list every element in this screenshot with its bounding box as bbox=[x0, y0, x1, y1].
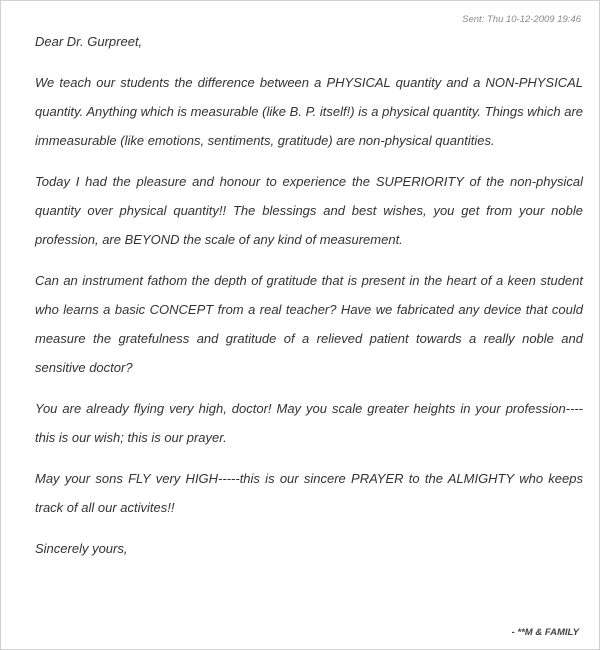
paragraph-gratitude-instrument: Can an instrument fathom the depth of gratitude that is present in the heart of a keen student who learns a basic CONCEPT from a real teacher? Have we fabricated any device that could measure the gratefulness and gratitude of a relieved patient towards a really noble and sensitive doctor? bbox=[35, 273, 583, 375]
paragraph-prayer: May your sons FLY very HIGH-----this is our sincere PRAYER to the ALMIGHTY who keeps track of all our activites!! bbox=[35, 471, 583, 515]
paragraph-physical-quantity: We teach our students the difference between a PHYSICAL quantity and a NON-PHYSICAL quantity. Anything which is measurable (like B. P. itself!) is a physical quantity. Things which are immeasurable (like emotions, sentiments, gratitude) are non-physical quantities. bbox=[35, 75, 583, 148]
letter-closing: Sincerely yours, bbox=[35, 541, 128, 556]
paragraph-superiority: Today I had the pleasure and honour to experience the SUPERIORITY of the non-physical quantity over physical quantity!! The blessings and best wishes, you get from your noble profession, are BEYOND the scale of any kind of measurement. bbox=[35, 174, 583, 247]
letter-signature: - **M & FAMILY bbox=[511, 627, 579, 638]
sent-timestamp: Sent: Thu 10-12-2009 19:46 bbox=[462, 14, 581, 25]
letter-body bbox=[35, 27, 583, 563]
paragraph-flying-high: You are already flying very high, doctor! May you scale greater heights in your profession----this is our wish; this is our prayer. bbox=[35, 401, 583, 445]
letter-greeting: Dear Dr. Gurpreet, bbox=[35, 34, 143, 49]
